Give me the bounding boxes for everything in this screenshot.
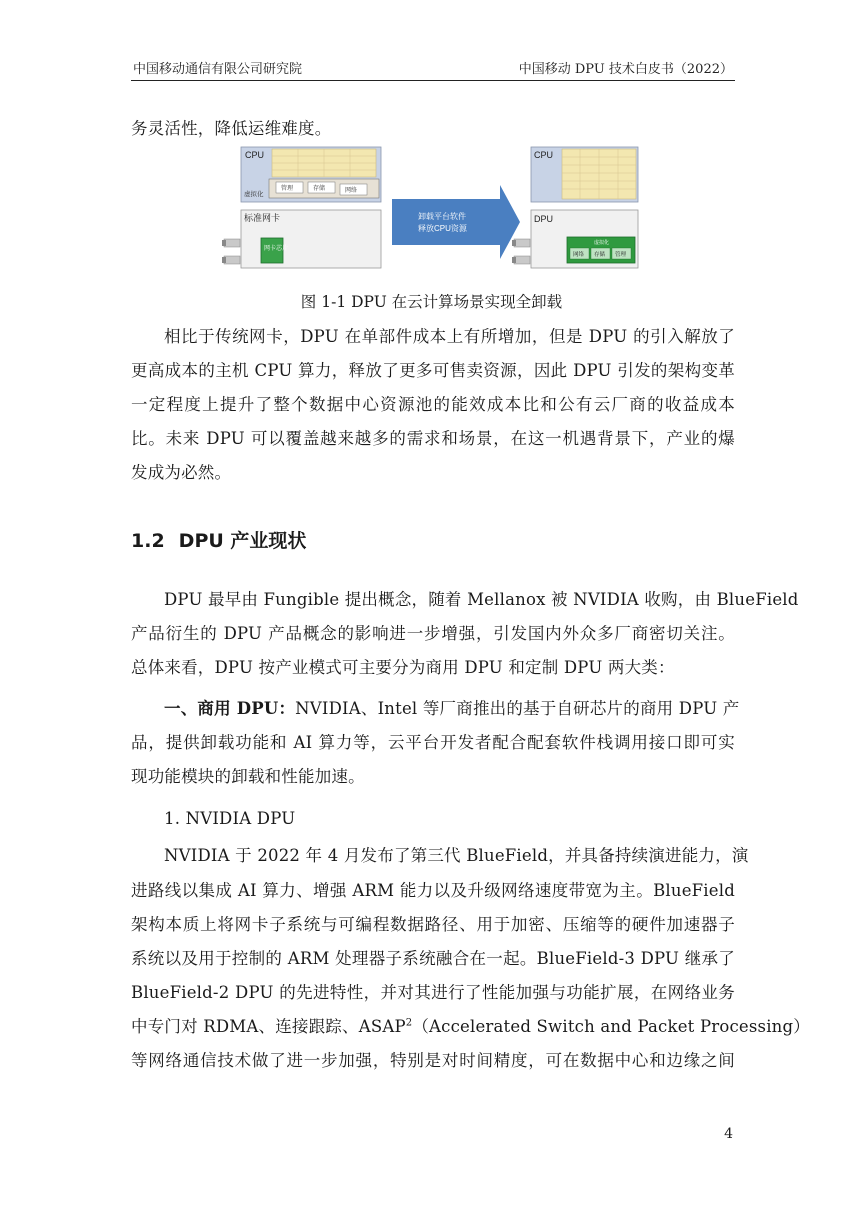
figure-dpu-offload [222, 142, 640, 273]
text-line: 一定程度上提升了整个数据中心资源池的能效成本比和公有云厂商的收益成本 [131, 395, 735, 414]
text-line: 现功能模块的卸载和性能加速。 [131, 767, 365, 786]
left-cpu-grid [272, 149, 376, 177]
text-line: 进路线以集成 AI 算力、增强 ARM 能力以及升级网络速度带宽为主。BlueField [131, 881, 735, 900]
left-nic-chip-label: 网卡芯片 [264, 246, 289, 252]
text-span: （Accelerated Switch and Packet Processing） [412, 1017, 810, 1036]
text-line: 系统以及用于控制的 ARM 处理器子系统融合在一起。BlueField-3 DPU 继承了 [131, 949, 735, 968]
header-org: 中国移动通信有限公司研究院 [133, 62, 303, 77]
text-line: 品，提供卸载功能和 AI 算力等，云平台开发者配合配套软件栈调用接口即可实 [131, 733, 735, 752]
left-network-label: 网络 [345, 188, 358, 194]
text-line: 比。未来 DPU 可以覆盖越来越多的需求和场景，在这一机遇背景下，产业的爆 [131, 429, 735, 448]
header-doc-title: 中国移动 DPU 技术白皮书（2022） [518, 62, 733, 77]
text-span: 中专门对 RDMA、连接跟踪、ASAP [131, 1017, 406, 1036]
figure-caption: 图 1-1 DPU 在云计算场景实现全卸载 [300, 293, 563, 311]
section-heading [131, 526, 306, 553]
text-line: 架构本质上将网卡子系统与可编程数据路径、用于加密、压缩等的硬件加速器子 [131, 915, 735, 934]
right-virt-label: 虚拟化 [594, 240, 610, 246]
left-cpu-label: CPU [245, 150, 265, 160]
text-line: 相比于传统网卡，DPU 在单部件成本上有所增加，但是 DPU 的引入解放了 [164, 327, 735, 346]
text-span: NVIDIA、Intel 等厂商推出的基于自研芯片的商用 DPU 产 [295, 699, 740, 718]
offload-arrow [392, 185, 520, 259]
text-line: 更高成本的主机 CPU 算力，释放了更多可售卖资源，因此 DPU 引发的架构变革 [131, 361, 735, 380]
text-line [131, 698, 740, 720]
right-network-label: 网络 [573, 252, 585, 258]
section-title: DPU 产业现状 [178, 530, 307, 552]
header-rule [131, 80, 735, 81]
arrow-text-1: 卸载平台软件 [418, 212, 466, 221]
text-line: 务灵活性，降低运维难度。 [131, 119, 332, 138]
right-dpu-label: DPU [534, 214, 554, 224]
left-mgmt-label: 管理 [281, 186, 294, 192]
right-cpu-grid [562, 149, 636, 199]
text-line [131, 1016, 810, 1038]
left-nic-label: 标准网卡 [244, 213, 281, 223]
left-storage-label: 存储 [313, 186, 326, 192]
text-line: 发成为必然。 [131, 463, 232, 482]
footnote-ref[interactable]: 2 [405, 1017, 413, 1029]
arrow-text-2: 释放CPU资源 [418, 224, 467, 233]
right-cpu-label: CPU [534, 150, 554, 160]
list-item-nvidia-dpu: 1. NVIDIA DPU [164, 809, 296, 828]
text-line: 产品衍生的 DPU 产品概念的影响进一步增强，引发国内外众多厂商密切关注。 [131, 624, 735, 643]
left-nic-ports [222, 239, 240, 264]
text-line: 总体来看，DPU 按产业模式可主要分为商用 DPU 和定制 DPU 两大类： [131, 658, 675, 677]
right-storage-label: 存储 [594, 252, 606, 258]
section-number: 1.2 [131, 530, 165, 552]
right-mgmt-label: 管理 [615, 252, 627, 258]
bold-term-commercial-dpu: 一、商用 DPU： [164, 699, 296, 718]
text-line: DPU 最早由 Fungible 提出概念，随着 Mellanox 被 NVIDIA 收购，由 BlueField [164, 590, 799, 609]
text-line: 等网络通信技术做了进一步加强，特别是对时间精度，可在数据中心和边缘之间 [131, 1051, 735, 1070]
left-virt-label: 虚拟化 [244, 191, 264, 198]
text-line: BlueField-2 DPU 的先进特性，并对其进行了性能加强与功能扩展，在网络业务 [131, 983, 735, 1002]
page-number: 4 [724, 1126, 733, 1142]
right-dpu-ports [512, 239, 530, 264]
text-line: NVIDIA 于 2022 年 4 月发布了第三代 BlueField，并具备持续演进能力，演 [164, 846, 749, 865]
